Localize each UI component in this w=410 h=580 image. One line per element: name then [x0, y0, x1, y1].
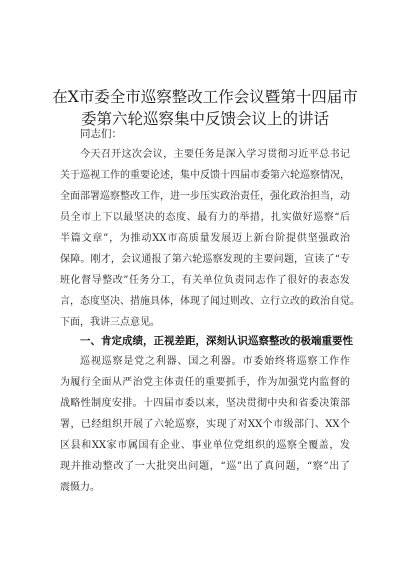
paragraph-1-line: 半篇文章”，为推动XX市高质量发展迈上新台阶提供坚强政治	[60, 233, 350, 244]
salutation: 同志们：	[80, 128, 122, 140]
paragraph-2-line: 署，已经组织开展了六轮巡察，实现了对XX个市级部门、XX个	[60, 419, 350, 430]
paragraph-2-line: 战略性制度安排。十四届市委以来，坚决贯彻中央和省委决策部	[60, 398, 350, 409]
paragraph-1-line: 员全市上下以最坚决的态度、最有力的举措，扎实做好巡察“后	[60, 212, 350, 223]
document-title-line-1: 在X市委全市巡察整改工作会议暨第十四届市	[52, 88, 358, 106]
paragraph-2-line: 现并推动整改了一大批突出问题，“巡”出了真问题，“察”出了	[60, 461, 350, 472]
paragraph-1-line: 全面部署巡察整改工作，进一步压实政治责任，强化政治担当，动	[60, 191, 350, 202]
paragraph-1-line: 班化督导整改”任务分工，有关单位负责同志作了很好的表态发	[60, 275, 350, 286]
paragraph-1-line: 关于巡视工作的重要论述，集中反馈十四届市委第六轮巡察情况，	[60, 170, 350, 181]
paragraph-1-line: 今天召开这次会议，主要任务是深入学习贯彻习近平总书记	[80, 149, 350, 160]
section-heading: 一、肯定成绩，正视差距，深刻认识巡察整改的极端重要性	[80, 335, 353, 347]
paragraph-2-line: 为履行全面从严治党主体责任的重要抓手，作为加强党内监督的	[60, 377, 350, 388]
paragraph-1-line: 言，态度坚决、措施具体，体现了闻过则改、立行立改的政治自觉。	[60, 296, 360, 307]
paragraph-2-line: 震慑力。	[60, 482, 100, 493]
paragraph-1-line: 保障。刚才，会议通报了第六轮巡察发现的主要问题，宣读了“专	[60, 254, 350, 265]
paragraph-2-line: 巡视巡察是党之利器、国之利器。市委始终将巡察工作作	[80, 356, 350, 367]
paragraph-1-line: 下面，我讲三点意见。	[60, 317, 160, 328]
paragraph-2-line: 区县和XX家市属国有企业、事业单位党组织的巡察全覆盖，发	[60, 440, 350, 451]
document-title-line-2: 委第六轮巡察集中反馈会议上的讲话	[80, 110, 329, 128]
